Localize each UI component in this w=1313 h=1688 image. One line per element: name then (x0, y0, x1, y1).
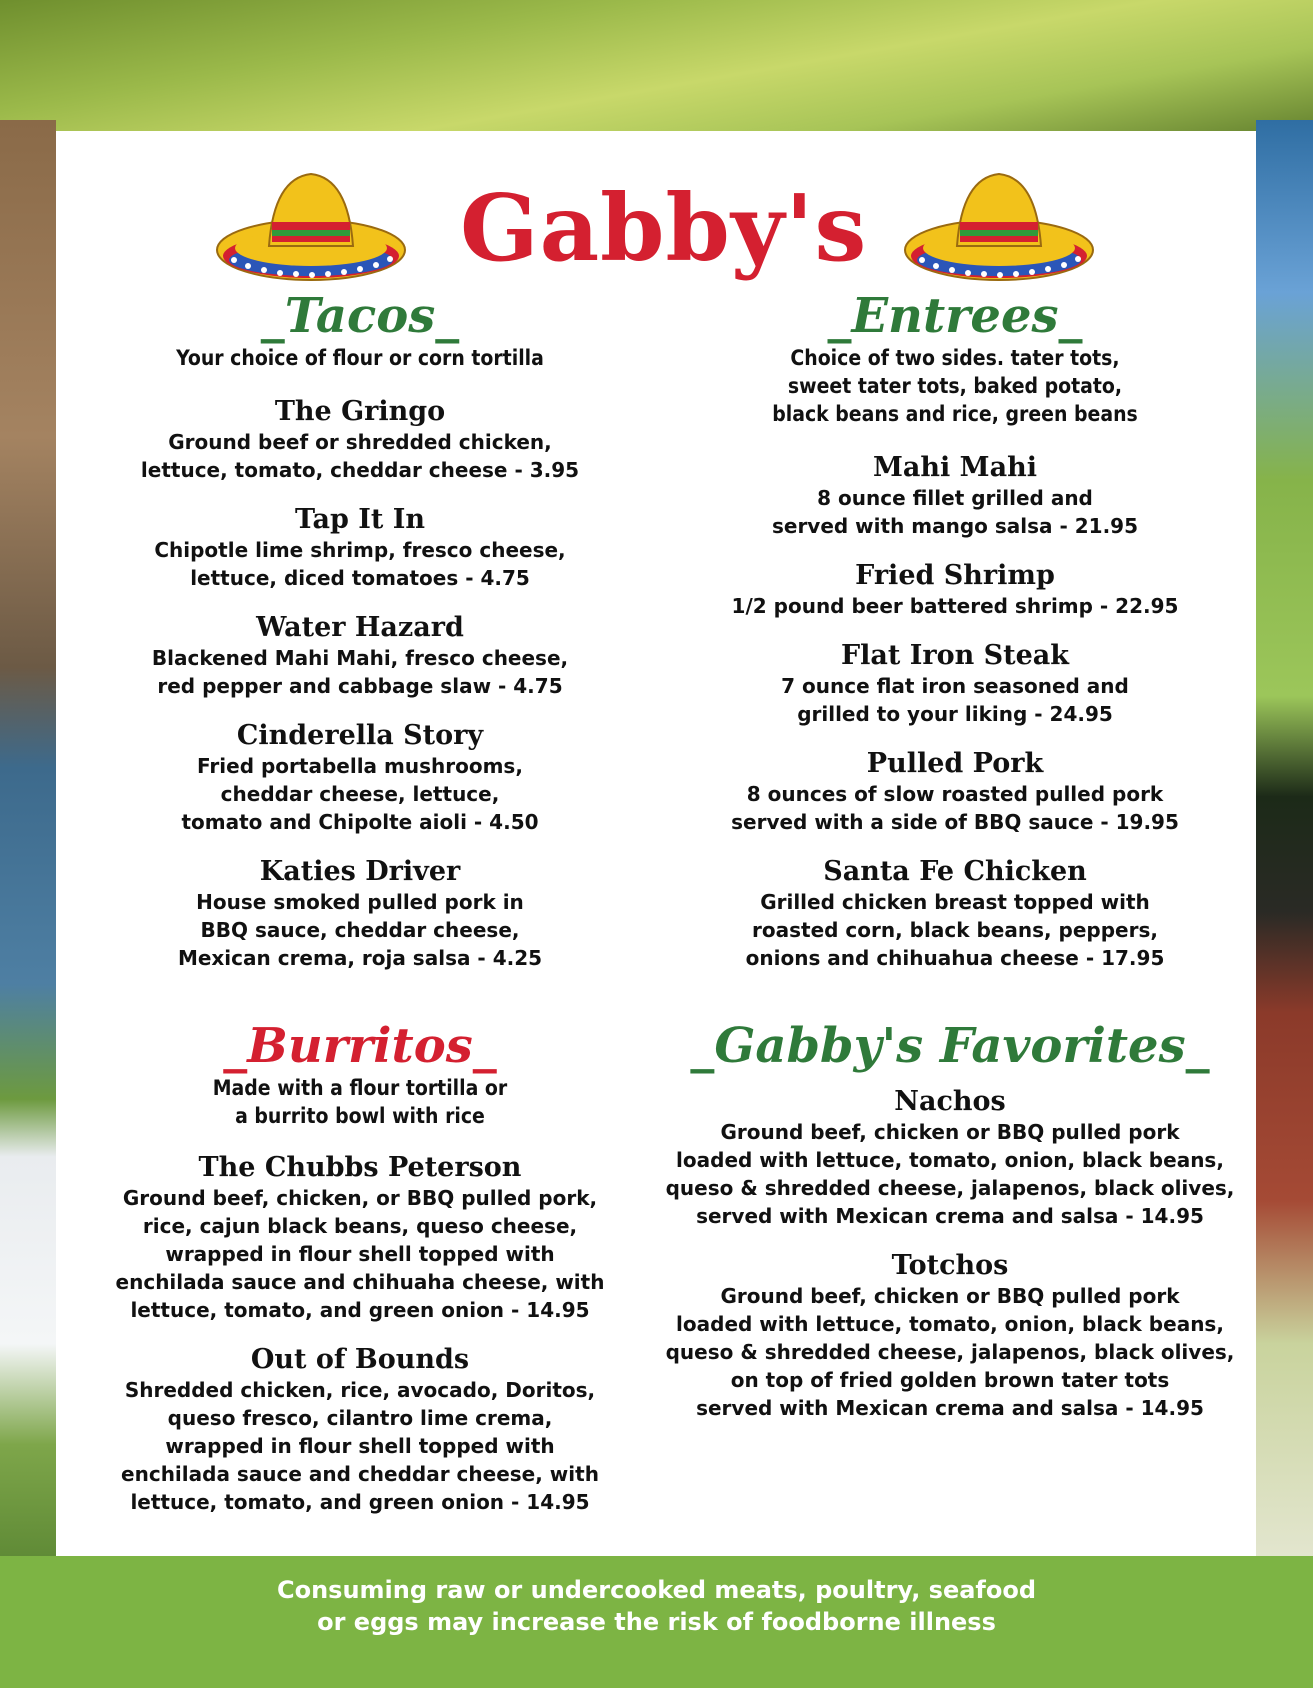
food-safety-footer (0, 1556, 1313, 1688)
menu-item (690, 560, 1220, 620)
menu-item (120, 720, 600, 836)
entrees-section (690, 288, 1220, 972)
item-name: Cinderella Story (236, 720, 484, 751)
item-description: House smoked pulled pork in BBQ sauce, cheddar cheese, Mexican crema, roja salsa - 4.25 (177, 890, 543, 970)
section-subtitle-entrees: Choice of two sides. tater tots, sweet tater tots, baked potato, black beans and rice, green beans (772, 346, 1138, 426)
section-subtitle-burritos: Made with a flour tortilla or a burrito bowl with rice (212, 1076, 508, 1128)
menu-item (120, 612, 600, 700)
menu-item (690, 452, 1220, 540)
item-description: Grilled chicken breast topped with roasted corn, black beans, peppers, onions and chihuahua cheese - 17.95 (745, 890, 1165, 970)
menu-item (690, 640, 1220, 728)
footer-warning-line-1: Consuming raw or undercooked meats, poultry, seafood (276, 1576, 1037, 1604)
item-name: Fried Shrimp (855, 560, 1055, 591)
item-description: Ground beef, chicken or BBQ pulled pork loaded with lettuce, tomato, onion, black beans, queso & shredded cheese, jalapenos, black olives, on top of fried golden brown tater tots served with Mexican crema and salsa - 14.95 (665, 1284, 1235, 1420)
background-golf-photo-top (0, 0, 1313, 140)
item-description: Blackened Mahi Mahi, fresco cheese, red pepper and cabbage slaw - 4.75 (151, 646, 569, 698)
section-title-tacos: _Tacos_ (260, 288, 460, 344)
menu-item (660, 1086, 1240, 1230)
menu-item (660, 1250, 1240, 1422)
item-name: Water Hazard (256, 612, 464, 643)
menu-item (100, 1344, 620, 1516)
item-description: 8 ounces of slow roasted pulled pork served with a side of BBQ sauce - 19.95 (731, 782, 1179, 834)
item-name: Mahi Mahi (873, 452, 1037, 483)
burritos-section (100, 1018, 620, 1516)
item-description: 8 ounce fillet grilled and served with mango salsa - 21.95 (771, 486, 1139, 538)
section-title-favorites: _Gabby's Favorites_ (690, 1018, 1210, 1074)
item-name: Katies Driver (259, 856, 461, 887)
menu-item (690, 748, 1220, 836)
menu-item (120, 396, 600, 484)
item-description: Fried portabella mushrooms, cheddar cheese, lettuce, tomato and Chipolte aioli - 4.50 (181, 754, 539, 834)
item-name: Nachos (894, 1086, 1006, 1117)
item-name: The Gringo (274, 396, 446, 427)
item-description: Ground beef, chicken, or BBQ pulled pork, rice, cajun black beans, queso cheese, wrapped in flour shell topped with enchilada sauce and chihuaha cheese, with lettuce, tomato, and green onion - 14.95 (115, 1186, 605, 1322)
item-description: Ground beef, chicken or BBQ pulled pork loaded with lettuce, tomato, onion, black beans, queso & shredded cheese, jalapenos, black olives, served with Mexican crema and salsa - 14.95 (665, 1120, 1235, 1228)
item-name: The Chubbs Peterson (198, 1152, 522, 1183)
favorites-section (660, 1018, 1240, 1422)
sombrero-icon (214, 168, 408, 288)
menu-item (120, 856, 600, 972)
background-photo-right (1256, 120, 1313, 1560)
item-description: 7 ounce flat iron seasoned and grilled to your liking - 24.95 (781, 674, 1129, 726)
sombrero-icon (902, 168, 1096, 288)
background-photo-left (0, 120, 56, 1560)
section-subtitle-tacos: Your choice of flour or corn tortilla (176, 346, 544, 370)
restaurant-logo-title: Gabby's (460, 174, 868, 282)
item-description: Chipotle lime shrimp, fresco cheese, lettuce, diced tomatoes - 4.75 (154, 538, 566, 590)
item-description: Ground beef or shredded chicken, lettuce, tomato, cheddar cheese - 3.95 (140, 430, 580, 482)
item-name: Pulled Pork (866, 748, 1044, 779)
footer-warning-line-2: or eggs may increase the risk of foodborne illness (317, 1608, 996, 1636)
item-name: Tap It In (294, 504, 426, 535)
item-name: Out of Bounds (250, 1344, 470, 1375)
item-description: 1/2 pound beer battered shrimp - 22.95 (731, 594, 1179, 618)
menu-item (100, 1152, 620, 1324)
tacos-section (120, 288, 600, 972)
menu-item (120, 504, 600, 592)
item-name: Totchos (891, 1250, 1009, 1281)
item-name: Flat Iron Steak (840, 640, 1070, 671)
item-name: Santa Fe Chicken (823, 856, 1087, 887)
item-description: Shredded chicken, rice, avocado, Doritos, queso fresco, cilantro lime crema, wrapped in flour shell topped with enchilada sauce and cheddar cheese, with lettuce, tomato, and green onion - 14.95 (121, 1378, 599, 1514)
menu-item (690, 856, 1220, 972)
section-title-entrees: _Entrees_ (827, 288, 1083, 344)
section-title-burritos: _Burritos_ (223, 1018, 497, 1074)
